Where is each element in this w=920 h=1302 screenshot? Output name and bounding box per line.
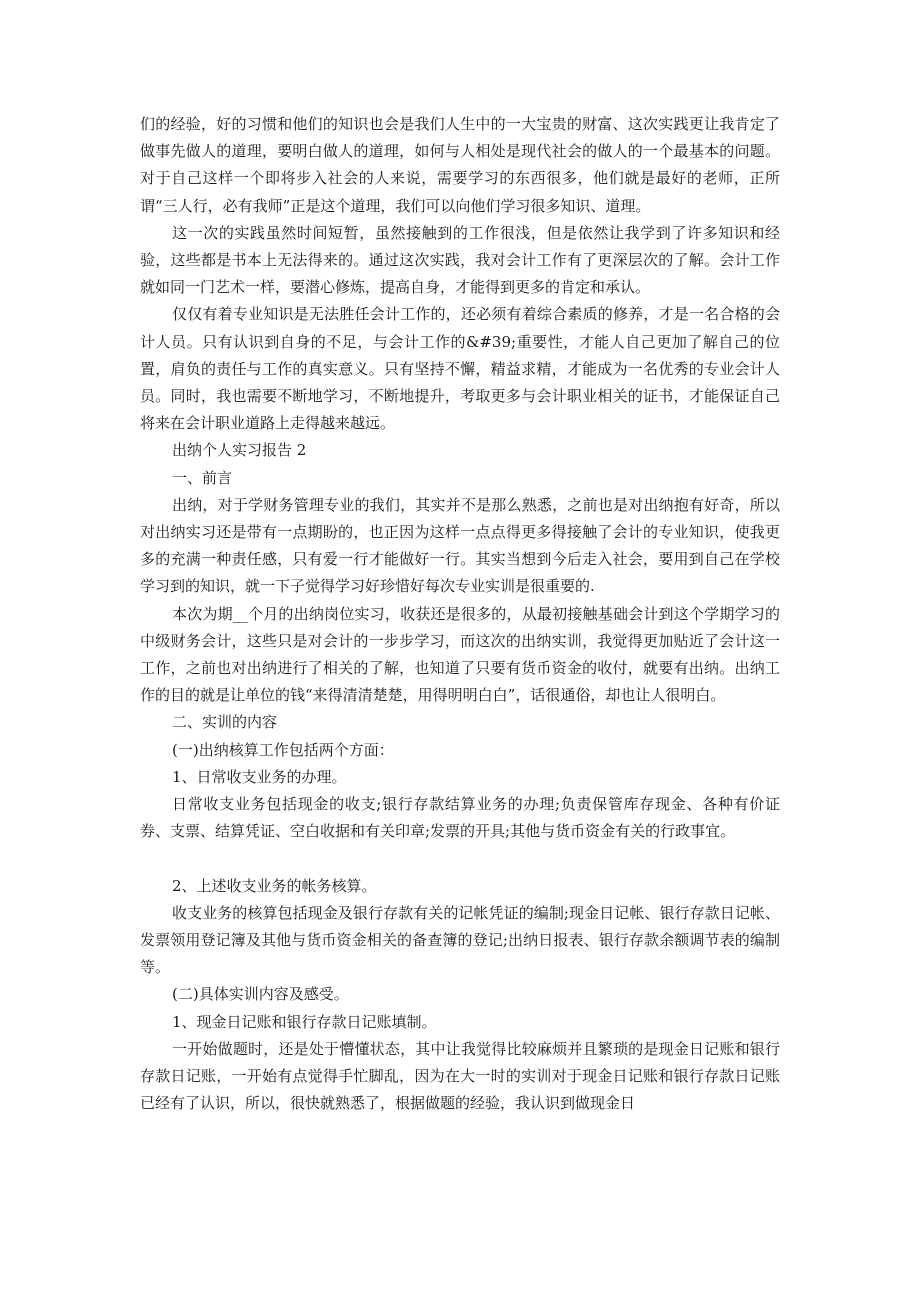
- paragraph-professional-knowledge: 仅仅有着专业知识是无法胜任会计工作的，还必须有着综合素质的修养，才是一名合格的会计人员。只有认识到自身的不足，与会计工作的&#39;重要性，才能人自己更加了解自己的位置，肩负的责任与工作的真实意义。只有坚持不懈，精益求精，才能成为一名优秀的专业会计人员。同时，我也需要不断地学习，不断地提升，考取更多与会计职业相关的证书，才能保证自己将来在会计职业道路上走得越来越远。: [140, 305, 780, 433]
- document-page: [140, 111, 780, 1118]
- subsection-heading-training-details: (二)具体实训内容及感受。: [172, 985, 349, 1004]
- paragraph-preface-1: 出纳，对于学财务管理专业的我们，其实并不是那么熟悉，之前也是对出纳抱有好奇，所以对出纳实习还是带有一点期盼的，也正因为这样一点点得更多得接触了会计的专业知识，使我更多的充满一种责任感，只有爱一行才能做好一行。其实当想到今后走入社会，要用到自己在学校学习到的知识，就一下子觉得学习好珍惜好每次专业实训是很重要的.: [140, 495, 780, 596]
- section-heading-preface: 一、前言: [172, 468, 233, 487]
- paragraph-journal: 一开始做题时，还是处于懵懂状态，其中让我觉得比较麻烦并且繁琐的是现金日记账和银行存款日记账，一开始有点觉得手忙脚乱，因为在大一时的实训对于现金日记账和银行存款日记账已经有了认识，所以，很快就熟悉了，根据做题的经验，我认识到做现金日: [140, 1039, 780, 1113]
- section-heading-content: 二、实训的内容: [172, 713, 278, 732]
- subsection-heading-cashier-accounting: (一)出纳核算工作包括两个方面：: [172, 740, 394, 759]
- report-title: 出纳个人实习报告 2: [172, 441, 307, 460]
- blank-line: [140, 845, 780, 872]
- paragraph-intro-continuation: 们的经验，好的习惯和他们的知识也会是我们人生中的一大宝贵的财富、这次实践更让我肯定了做事先做人的道理，要明白做人的道理，如何与人相处是现代社会的做人的一个最基本的问题。对于自己这样一个即将步入社会的人来说，需要学习的东西很多，他们就是最好的老师，正所谓“三人行，必有我师”正是这个道理，我们可以向他们学习很多知识、道理。: [140, 115, 780, 215]
- item-heading-journal: 1、现金日记账和银行存款日记账填制。: [172, 1012, 437, 1031]
- paragraph-daily-business: 日常收支业务包括现金的收支;银行存款结算业务的办理;负责保管库存现金、各种有价证券、支票、结算凭证、空白收据和有关印章;发票的开具;其他与货币资金有关的行政事宜。: [140, 795, 780, 841]
- paragraph-practice-reflection: 这一次的实践虽然时间短暂，虽然接触到的工作很浅，但是依然让我学到了许多知识和经验，这些都是书本上无法得来的。通过这次实践，我对会计工作有了更深层次的了解。会计工作就如同一门艺术一样，要潜心修炼，提高自身，才能得到更多的肯定和承认。: [140, 223, 780, 297]
- item-heading-accounting: 2、上述收支业务的帐务核算。: [172, 876, 377, 895]
- item-heading-daily-business: 1、日常收支业务的办理。: [172, 767, 347, 786]
- paragraph-accounting: 收支业务的核算包括现金及银行存款有关的记帐凭证的编制;现金日记帐、银行存款日记帐、发票领用登记簿及其他与货币资金相关的备查簿的登记;出纳日报表、银行存款余额调节表的编制等。: [140, 903, 780, 977]
- paragraph-preface-2: 本次为期__个月的出纳岗位实习，收获还是很多的，从最初接触基础会计到这个学期学习的中级财务会计，这些只是对会计的一步步学习，而这次的出纳实训，我觉得更加贴近了会计这一工作，之前也对出纳进行了相关的了解，也知道了只要有货币资金的收付，就要有出纳。出纳工作的目的就是让单位的钱“来得清清楚楚，用得明明白白”，话很通俗，却也让人很明白。: [140, 604, 780, 705]
